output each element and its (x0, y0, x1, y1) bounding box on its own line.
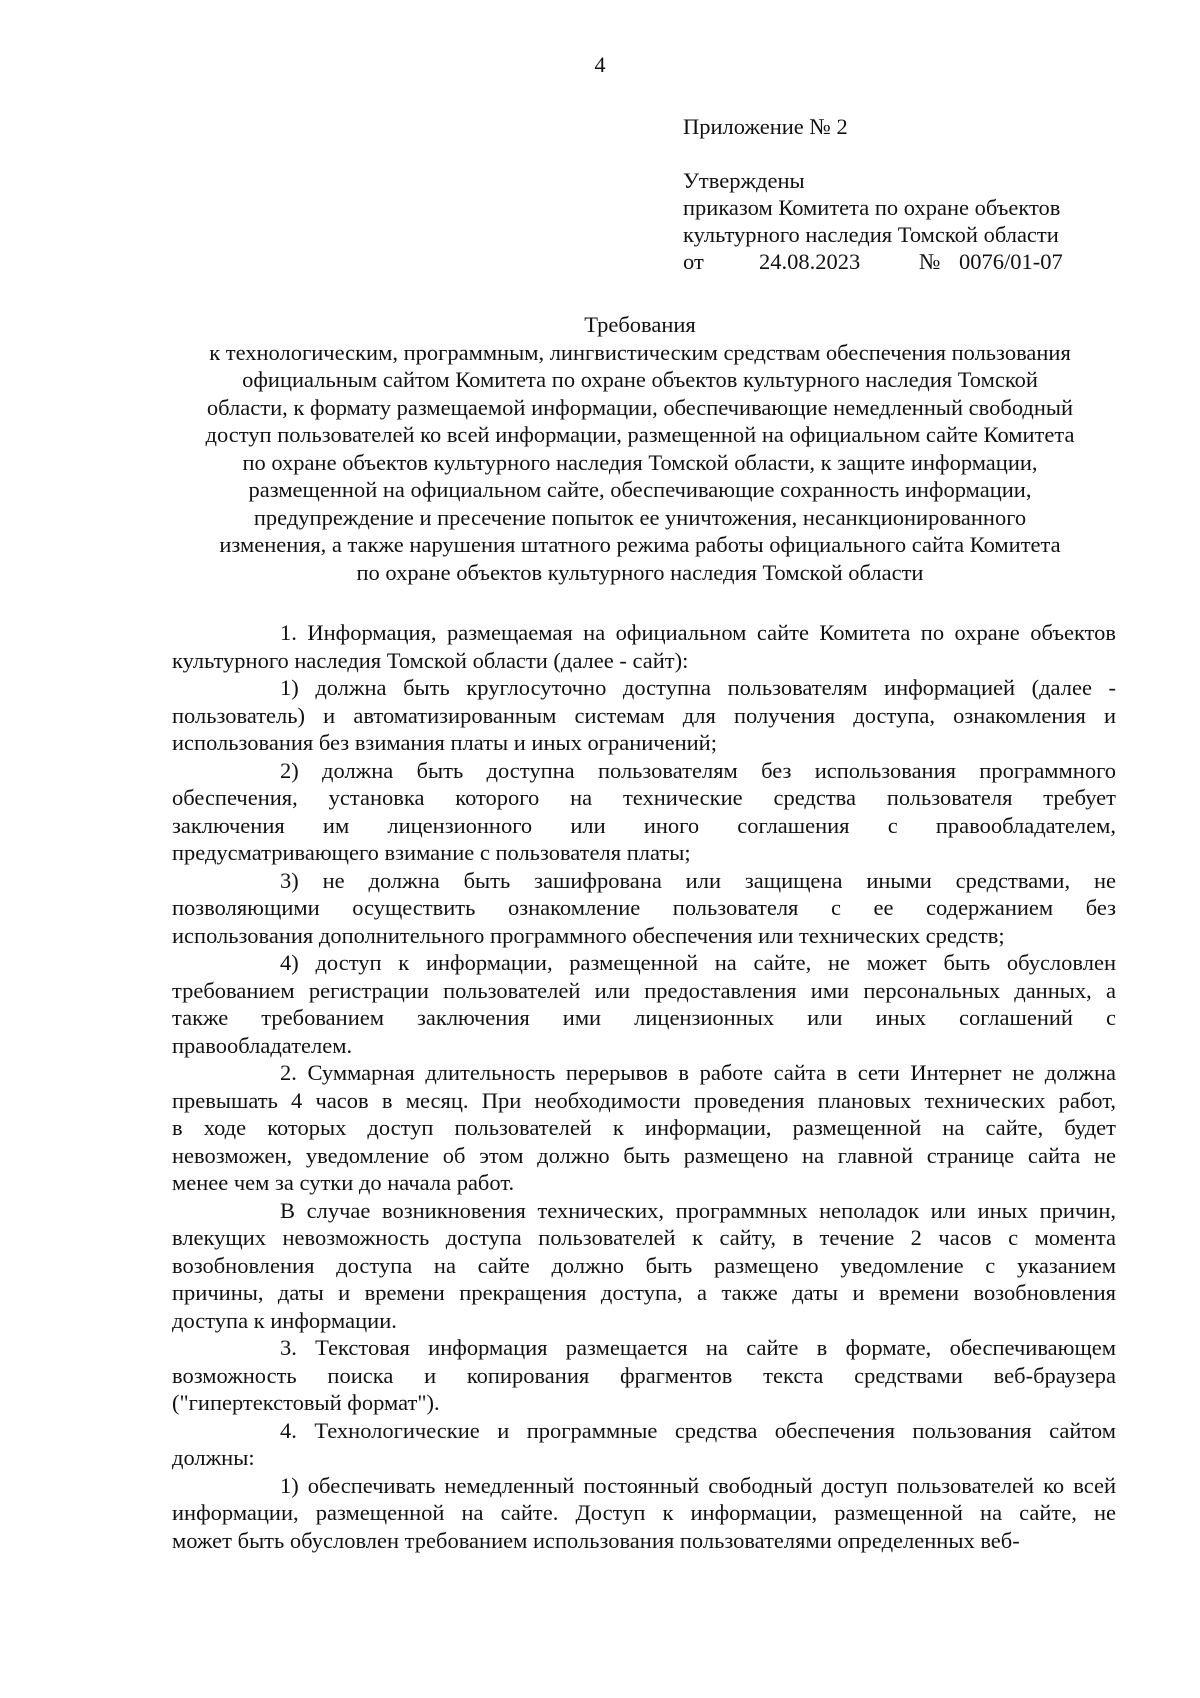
paragraph-line: также требованием заключения ими лицензионных или иных соглашений с (172, 1005, 1116, 1030)
paragraph (172, 949, 1116, 1059)
order-date-number (683, 248, 1123, 275)
paragraph-line: предусматривающего взимание с пользователя платы; (172, 840, 691, 865)
paragraph-line: ("гипертекстовый формат"). (172, 1390, 440, 1415)
title-heading: Требования (584, 312, 696, 337)
paragraph (172, 1059, 1116, 1197)
order-date: 24.08.2023 (759, 249, 861, 274)
order-number: 0076/01-07 (959, 249, 1063, 274)
approved-by-line-2: культурного наследия Томской области (683, 222, 1059, 247)
approved-label: Утверждены (683, 168, 805, 193)
paragraph-line: пользователь) и автоматизированным системам для получения доступа, ознакомления и (172, 702, 1116, 728)
paragraph-line: культурного наследия Томской области (далее - сайт): (172, 647, 689, 673)
paragraph-line: влекущих невозможность доступа пользователей к сайту, в течение 2 часов с момента (172, 1225, 1116, 1250)
paragraph-line: 1) обеспечивать немедленный постоянный свободный доступ пользователей ко всей (280, 1472, 1116, 1498)
paragraph (172, 1334, 1116, 1417)
paragraph-line: менее чем за сутки до начала работ. (172, 1170, 515, 1195)
title-line: области, к формату размещаемой информации, обеспечивающие немедленный свободный (206, 394, 1074, 420)
paragraph-line: в ходе которых доступ пользователей к информации, размещенной на сайте, будет (172, 1115, 1116, 1140)
paragraph (172, 674, 1116, 757)
paragraph-line: правообладателем. (172, 1032, 353, 1058)
title-line: к технологическим, программным, лингвистическим средствам обеспечения пользования (209, 339, 1071, 365)
paragraph-line: 1. Информация, размещаемая на официальном сайте Комитета по охране объектов (280, 620, 1116, 645)
appendix-approval-block (683, 113, 1123, 275)
paragraph-line: 4. Технологические и программные средства обеспечения пользования сайтом (280, 1417, 1116, 1443)
paragraph-line: невозможен, уведомление об этом должно быть размещено на главной странице сайта не (172, 1142, 1116, 1168)
paragraph-line: 2. Суммарная длительность перерывов в работе сайта в сети Интернет не должна (280, 1060, 1116, 1085)
paragraph-line: возможность поиска и копирования фрагментов текста средствами веб-браузера (172, 1362, 1116, 1388)
title-line: размещенной на официальном сайте, обеспечивающие сохранность информации, (248, 477, 1032, 502)
paragraph-line: обеспечения, установка которого на технические средства пользователя требует (172, 785, 1116, 810)
document-body (172, 619, 1116, 1554)
paragraph-line: может быть обусловлен требованием использования пользователями определенных веб- (172, 1527, 1020, 1553)
paragraph-line: должны: (172, 1445, 255, 1470)
paragraph-line: возобновления доступа на сайте должно быть размещено уведомление с указанием (172, 1252, 1116, 1278)
paragraph-line: причины, даты и времени прекращения доступа, а также даты и времени возобновления (172, 1280, 1116, 1305)
title-line: предупреждение и пресечение попыток ее уничтожения, несанкционированного (253, 504, 1027, 530)
title-line: по охране объектов культурного наследия Томской области, к защите информации, (242, 449, 1038, 475)
title-line: официальным сайтом Комитета по охране объектов культурного наследия Томской (242, 367, 1038, 392)
paragraph (172, 1417, 1116, 1472)
paragraph-line: использования без взимания платы и иных ограничений; (172, 730, 717, 755)
paragraph (172, 1472, 1116, 1555)
paragraph (172, 757, 1116, 867)
title-line: по охране объектов культурного наследия Томской области (356, 559, 924, 585)
paragraph-line: требованием регистрации пользователей или предоставления ими персональных данных, а (172, 977, 1116, 1003)
paragraph-line: использования дополнительного программного обеспечения или технических средств; (172, 922, 1005, 948)
paragraph-line: доступа к информации. (172, 1307, 397, 1333)
approved-by-line-1: приказом Комитета по охране объектов (683, 195, 1061, 220)
appendix-label: Приложение № 2 (683, 114, 848, 139)
paragraph (172, 867, 1116, 950)
paragraph-line: 3) не должна быть зашифрована или защищена иными средствами, не (280, 867, 1116, 893)
paragraph-line: 4) доступ к информации, размещенной на сайте, не может быть обусловлен (280, 950, 1116, 975)
from-label: от (683, 249, 704, 274)
paragraph-line: 1) должна быть круглосуточно доступна пользователям информацией (далее - (280, 675, 1116, 700)
paragraph-line: позволяющими осуществить ознакомление пользователя с ее содержанием без (172, 895, 1116, 920)
paragraph-line: информации, размещенной на сайте. Доступ к информации, размещенной на сайте, не (172, 1500, 1116, 1525)
page-number: 4 (594, 52, 606, 77)
paragraph-line: заключения им лицензионного или иного соглашения с правообладателем, (172, 812, 1116, 838)
paragraph-line: В случае возникновения технических, программных неполадок или иных причин, (280, 1197, 1116, 1223)
paragraph (172, 1197, 1116, 1335)
title-line: доступ пользователей ко всей информации, размещенной на официальном сайте Комитета (205, 422, 1075, 447)
paragraph-line: 3. Текстовая информация размещается на сайте в формате, обеспечивающем (280, 1335, 1116, 1360)
document-title (160, 311, 1120, 586)
title-line: изменения, а также нарушения штатного режима работы официального сайта Комитета (219, 532, 1061, 557)
number-sign: № (919, 249, 941, 274)
paragraph-line: превышать 4 часов в месяц. При необходимости проведения плановых технических работ, (172, 1087, 1116, 1113)
paragraph (172, 619, 1116, 674)
paragraph-line: 2) должна быть доступна пользователям без использования программного (280, 757, 1116, 783)
